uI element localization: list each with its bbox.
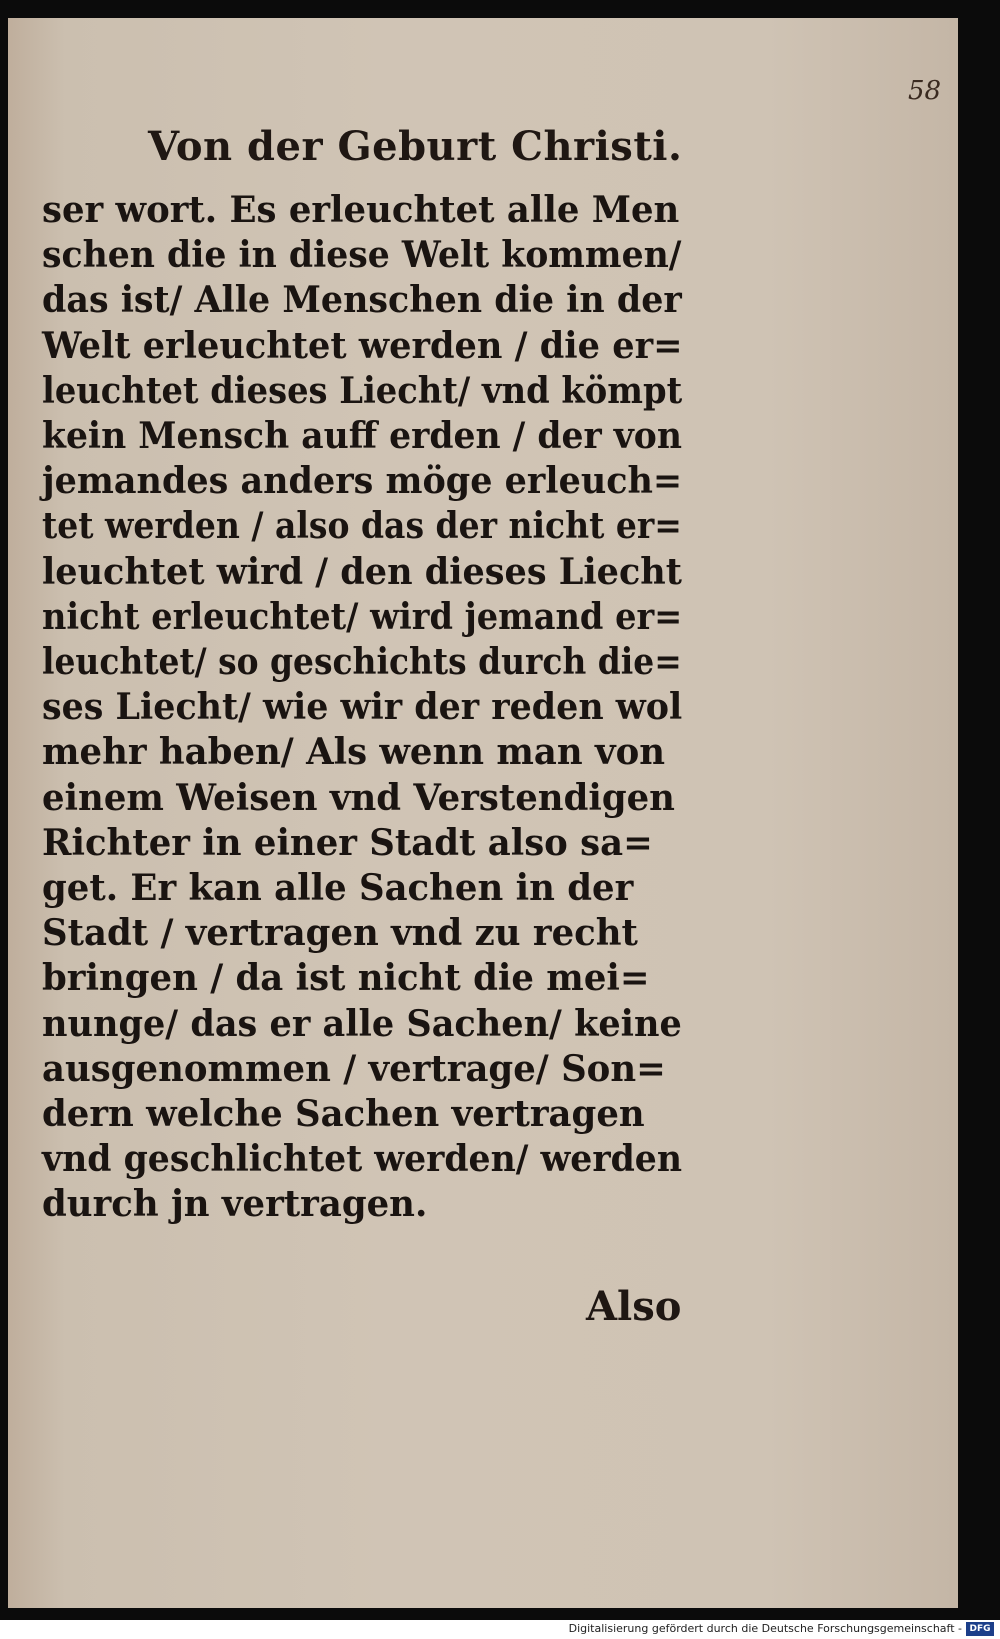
text-line: Welt erleuchtet werden / die er= (42, 324, 683, 367)
folio-number: 58 (908, 76, 942, 106)
text-line: jemandes anders möge erleuch= (42, 460, 683, 503)
text-line: ser wort. Es erleuchtet alle Men (42, 189, 680, 231)
running-head: Von der Geburt Christi. (148, 123, 683, 170)
footer (0, 1620, 1000, 1639)
text-line: durch jn vertragen. (42, 1183, 428, 1226)
body-text (42, 188, 692, 1228)
text-line: vnd geschlichtet werden/ werden (42, 1138, 683, 1181)
text-line: leuchtet dieses Liecht/ vnd kömpt (42, 369, 683, 412)
text-line: Richter in einer Stadt also sa= (42, 821, 653, 864)
text-line: leuchtet wird / den dieses Liecht (42, 550, 682, 593)
text-line: dern welche Sachen vertragen (42, 1093, 645, 1136)
dfg-logo: DFG (966, 1622, 994, 1636)
text-line: ausgenommen / vertrage/ Son= (42, 1047, 666, 1090)
text-line: kein Mensch auff erden / der von (42, 415, 682, 458)
text-line: das ist/ Alle Menschen die in der (42, 279, 682, 322)
text-line: mehr haben/ Als wenn man von (42, 731, 666, 774)
text-line: schen die in diese Welt kommen/ (42, 234, 682, 277)
text-line: get. Er kan alle Sachen in der (42, 867, 634, 910)
footer-credit: Digitalisierung gefördert durch die Deutsche Forschungsgemeinschaft - (568, 1622, 962, 1635)
text-line: nunge/ das er alle Sachen/ keine (42, 1002, 682, 1045)
text-line: nicht erleuchtet/ wird jemand er= (42, 595, 683, 638)
text-line: tet werden / also das der nicht er= (42, 505, 682, 548)
text-line: bringen / da ist nicht die mei= (42, 957, 650, 1000)
text-line: ses Liecht/ wie wir der reden wol (42, 686, 683, 729)
text-line: Stadt / vertragen vnd zu recht (42, 912, 638, 955)
text-line: einem Weisen vnd Verstendigen (42, 776, 675, 819)
text-line: leuchtet/ so geschichts durch die= (42, 641, 682, 684)
book-page (8, 18, 958, 1608)
catchword: Also (586, 1283, 682, 1330)
